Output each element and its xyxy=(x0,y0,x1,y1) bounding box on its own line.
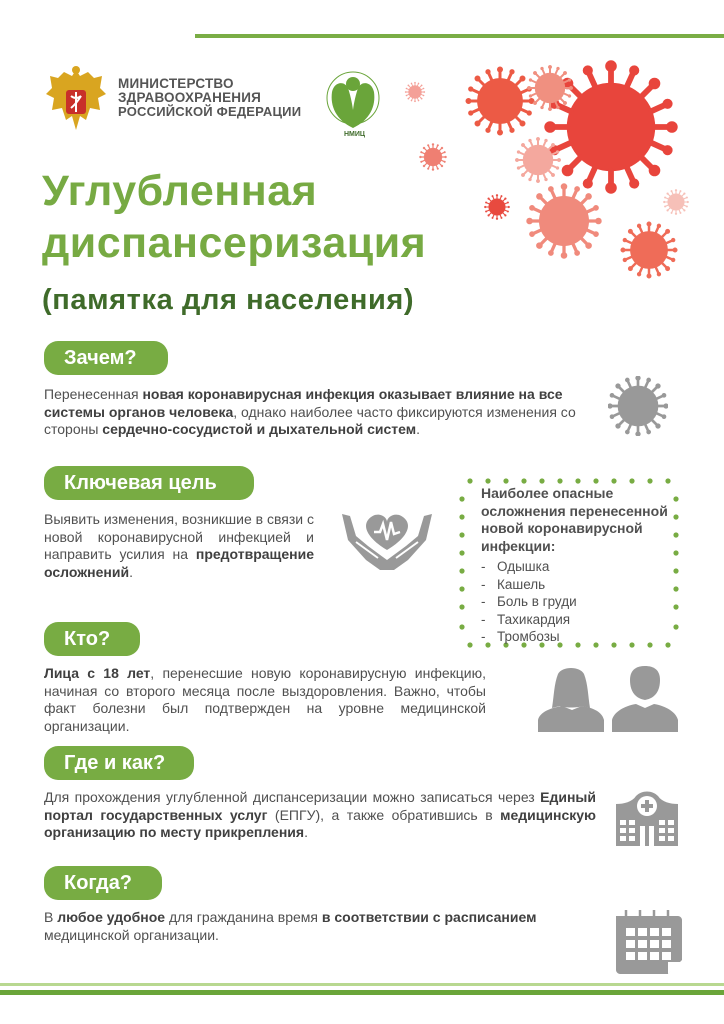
page-title xyxy=(42,165,426,269)
nmic-logo-icon xyxy=(318,58,388,138)
section-goal-text: Выявить изменения, возникшие в связи с новой коронавирусной инфекцией и направить усилия на предотвращение осложнений. xyxy=(44,511,314,580)
section-why-label: Зачем? xyxy=(44,341,168,375)
bottom-divider-light xyxy=(0,983,724,986)
virus-icon xyxy=(608,376,668,436)
section-goal-label: Ключевая цель xyxy=(44,466,254,500)
list-item: - Боль в груди xyxy=(481,593,671,611)
svg-text:НМИЦ: НМИЦ xyxy=(344,131,366,138)
title-line-1: Углубленная xyxy=(42,167,318,215)
ministry-line-3: РОССИЙСКОЙ ФЕДЕРАЦИИ xyxy=(118,104,302,119)
ministry-name xyxy=(118,77,301,119)
bottom-divider-dark xyxy=(0,990,724,995)
list-item: - Тахикардия xyxy=(481,611,671,629)
hands-heart-icon xyxy=(338,510,436,572)
top-divider xyxy=(195,34,724,38)
complications-heading: Наиболее опасные осложнения перенесенной новой коронавирусной инфекции: xyxy=(481,485,668,554)
title-line-2: диспансеризация xyxy=(42,219,427,267)
page-subtitle: (памятка для населения) xyxy=(42,284,415,316)
ministry-line-2: ЗДРАВООХРАНЕНИЯ xyxy=(118,90,262,105)
people-icon xyxy=(536,666,682,734)
list-item: - Кашель xyxy=(481,576,671,594)
ministry-line-1: МИНИСТЕРСТВО xyxy=(118,76,234,91)
list-item: - Одышка xyxy=(481,558,671,576)
section-when-text: В любое удобное для гражданина время в соответствии с расписанием медицинской организации. xyxy=(44,909,537,943)
section-when-label: Когда? xyxy=(44,866,162,900)
list-item: - Тромбозы xyxy=(481,628,671,646)
coat-of-arms-icon xyxy=(44,64,108,138)
section-where-label: Где и как? xyxy=(44,746,194,780)
calendar-icon xyxy=(612,908,682,974)
virus-illustration xyxy=(400,40,724,290)
complications-list xyxy=(481,558,671,646)
section-why-text: Перенесенная новая коронавирусная инфекция оказывает влияние на все системы органов человека, однако наиболее часто фиксируются изменения со стороны сердечно-сосудистой и дыхательной систем. xyxy=(44,386,576,437)
section-where-text: Для прохождения углубленной диспансеризации можно записаться через Единый портал государственных услуг (ЕПГУ), а также обратившись в медицинскую организацию по месту прикрепления. xyxy=(44,789,596,840)
section-who-label: Кто? xyxy=(44,622,140,656)
complications-box xyxy=(458,477,680,649)
section-who-text: Лица с 18 лет, перенесшие новую коронавирусную инфекцию, начиная со второго месяца после выздоровления. Важно, чтобы факт болезни был подтвержден на уровне медицинской организации. xyxy=(44,665,486,734)
hospital-icon xyxy=(614,790,680,848)
